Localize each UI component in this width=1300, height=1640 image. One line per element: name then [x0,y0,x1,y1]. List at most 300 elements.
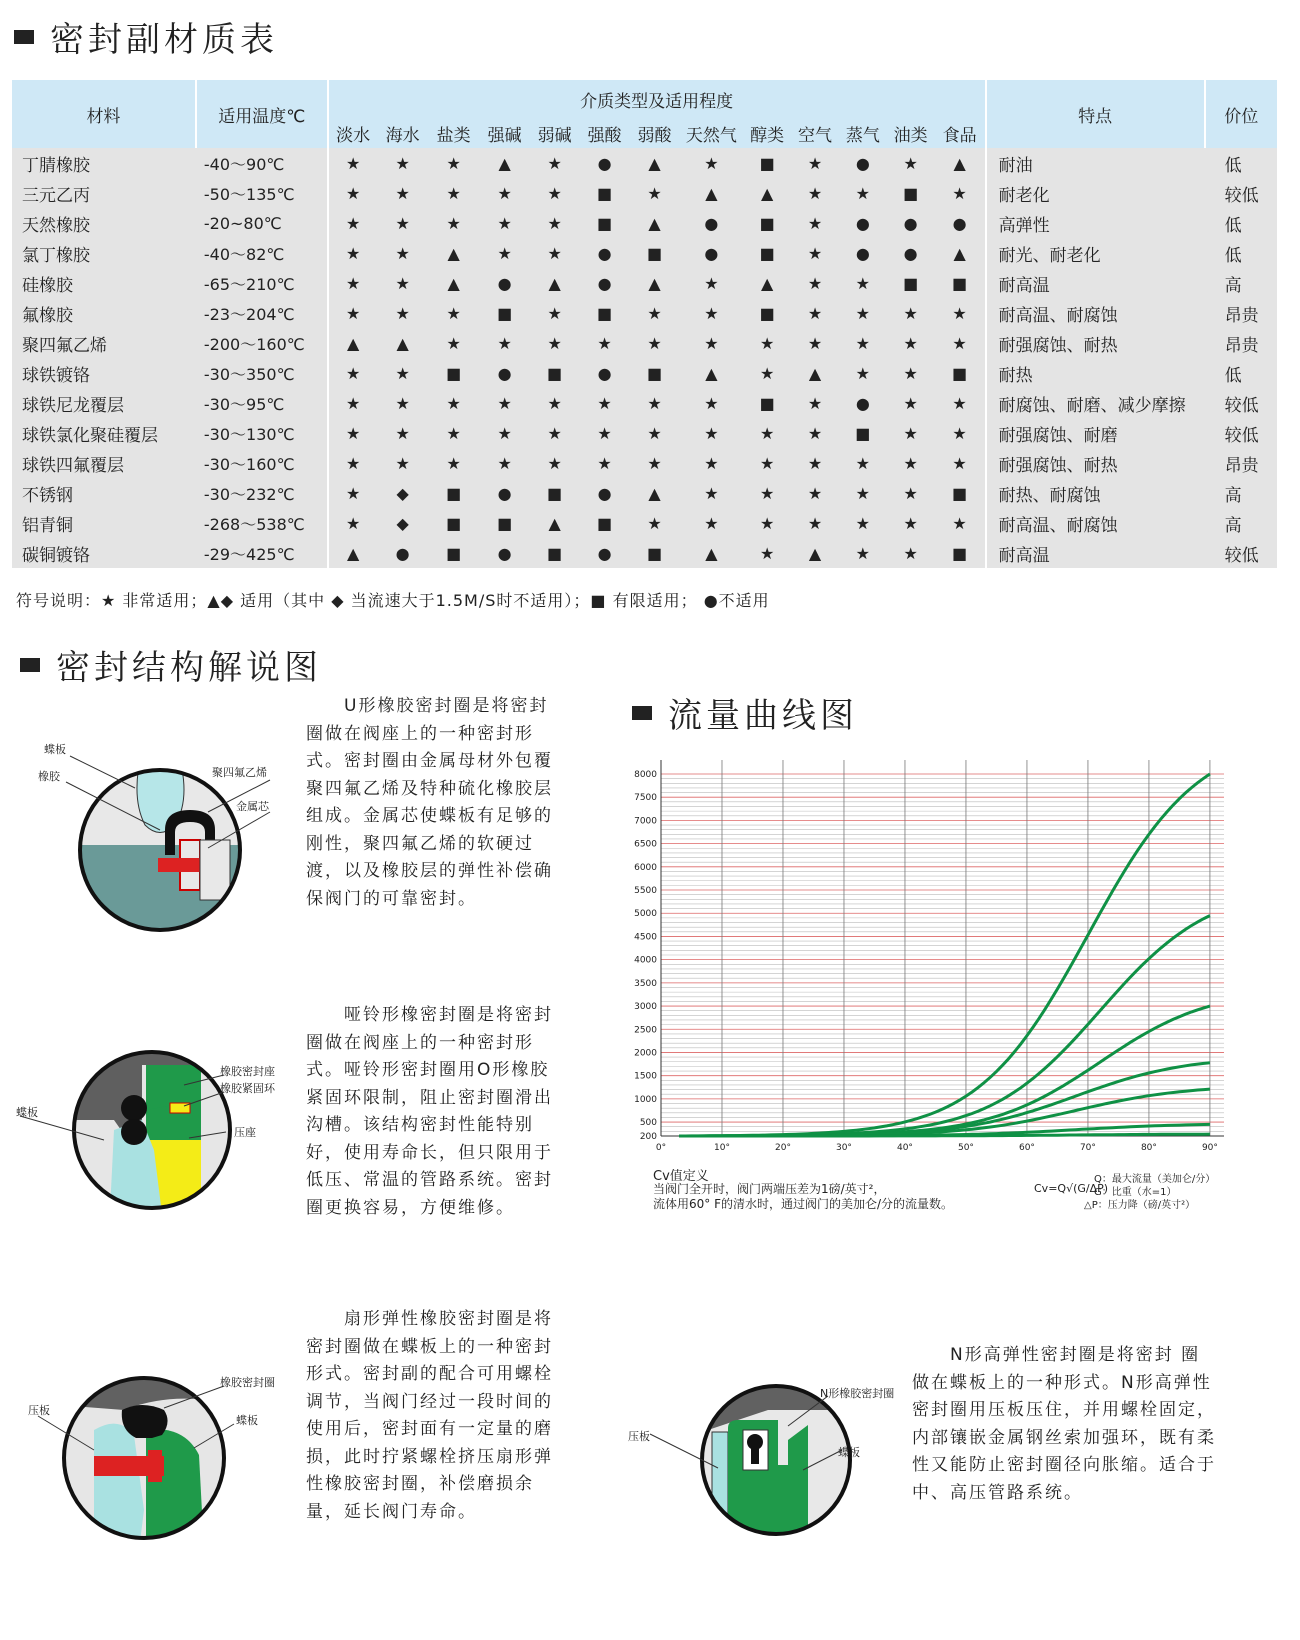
y-tick-label: 6500 [634,839,657,850]
material-temp: -30～160℃ [196,448,328,478]
material-name: 球铁镀铬 [12,358,196,388]
suitability-mark: ★ [630,388,680,418]
material-temp: -40～90℃ [196,148,328,178]
header-medium-5: 强酸 [580,118,630,148]
y-tick-label: 7500 [634,793,657,804]
suitability-mark: ■ [580,298,630,328]
material-temp: -29～425℃ [196,538,328,568]
material-price: 低 [1205,358,1277,388]
suitability-mark: ★ [378,238,428,268]
label-dumbbell-ring: 橡胶紧固环 [220,1082,275,1095]
suitability-mark: ★ [328,418,378,448]
suitability-mark: ★ [680,418,744,448]
header-medium-9: 空气 [791,118,839,148]
suitability-mark: ▲ [530,268,580,298]
suitability-mark: ★ [839,178,887,208]
suitability-mark: ★ [935,448,986,478]
suitability-mark: ● [480,538,530,568]
table-row [12,298,1277,328]
table-row [12,178,1277,208]
material-price: 较低 [1205,538,1277,568]
suitability-mark: ★ [480,238,530,268]
material-name: 氯丁橡胶 [12,238,196,268]
material-feature: 耐强腐蚀、耐热 [986,328,1205,358]
x-tick-label: 40° [896,1143,913,1153]
structure-section-title [20,640,322,689]
suitability-mark: ★ [791,268,839,298]
suitability-mark: ★ [887,538,935,568]
material-name: 铝青铜 [12,508,196,538]
header-medium-8: 醇类 [743,118,791,148]
cv-line-2: 流体用60° F的清水时，通过阀门的美加仑/分的流量数。 [653,1197,954,1211]
x-tick-label: 0° [655,1143,667,1153]
cv-formula: Cv=Q√(G/ΔP) [1034,1182,1109,1195]
suitability-mark: ★ [839,358,887,388]
suitability-mark: ★ [935,328,986,358]
y-tick-label: 3000 [634,1002,657,1013]
suitability-mark: ■ [428,538,480,568]
suitability-mark: ▲ [680,178,744,208]
suitability-mark: ★ [328,298,378,328]
material-name: 丁腈橡胶 [12,148,196,178]
material-feature: 耐高温 [986,538,1205,568]
material-price: 高 [1205,268,1277,298]
suitability-mark: ★ [887,358,935,388]
table-row [12,388,1277,418]
suitability-mark: ★ [580,418,630,448]
suitability-mark: ★ [791,178,839,208]
material-feature: 耐高温、耐腐蚀 [986,508,1205,538]
suitability-mark: ● [378,538,428,568]
header-features: 特点 [986,80,1205,148]
material-name: 球铁尼龙覆层 [12,388,196,418]
suitability-mark: ★ [680,508,744,538]
suitability-mark: ■ [887,178,935,208]
suitability-mark: ▲ [530,508,580,538]
suitability-mark: ▲ [935,238,986,268]
title-marker-icon [20,658,40,672]
suitability-mark: ● [480,358,530,388]
header-medium-11: 油类 [887,118,935,148]
suitability-mark: ★ [791,328,839,358]
suitability-mark: ★ [530,328,580,358]
y-tick-label: 5000 [634,909,657,920]
material-name: 硅橡胶 [12,268,196,298]
title-marker-icon [632,706,652,720]
material-feature: 耐热 [986,358,1205,388]
suitability-mark: ★ [328,148,378,178]
suitability-mark: ★ [680,388,744,418]
suitability-mark: ★ [630,178,680,208]
suitability-mark: ★ [680,478,744,508]
suitability-mark: ★ [743,508,791,538]
table-row [12,328,1277,358]
x-tick-label: 90° [1201,1143,1218,1153]
material-price: 低 [1205,208,1277,238]
material-price: 低 [1205,148,1277,178]
suitability-mark: ★ [378,418,428,448]
material-feature: 耐高温 [986,268,1205,298]
suitability-mark: ■ [580,178,630,208]
suitability-mark: ■ [580,508,630,538]
header-price: 价位 [1205,80,1277,148]
suitability-mark: ◆ [378,478,428,508]
label-n-ring: N形橡胶密封圈 [820,1387,895,1400]
label-fan-plate: 压板 [28,1404,50,1417]
suitability-mark: ★ [530,208,580,238]
material-temp: -30～232℃ [196,478,328,508]
suitability-mark: ■ [935,358,986,388]
label-n-disc: 蝶板 [838,1446,860,1459]
suitability-mark: ■ [743,298,791,328]
label-dumbbell-press: 压座 [234,1126,256,1139]
label-u-core: 金属芯 [236,800,269,813]
material-temp: -30～95℃ [196,388,328,418]
material-table [12,80,1277,568]
suitability-mark: ★ [428,178,480,208]
material-temp: -30～130℃ [196,418,328,448]
header-medium-12: 食品 [935,118,986,148]
suitability-mark: ■ [630,358,680,388]
x-tick-label: 70° [1079,1143,1096,1153]
suitability-mark: ★ [328,388,378,418]
suitability-mark: ★ [839,478,887,508]
suitability-mark: ★ [530,148,580,178]
material-feature: 耐光、耐老化 [986,238,1205,268]
suitability-mark: ★ [839,448,887,478]
suitability-mark: ● [680,238,744,268]
y-tick-label: 500 [639,1118,657,1129]
suitability-mark: ★ [887,508,935,538]
suitability-mark: ★ [839,328,887,358]
flow-section-title [632,688,858,737]
suitability-mark: ★ [887,478,935,508]
y-tick-label: 1000 [634,1094,657,1105]
material-feature: 高弹性 [986,208,1205,238]
suitability-mark: ■ [630,238,680,268]
suitability-mark: ★ [480,178,530,208]
suitability-mark: ★ [428,208,480,238]
suitability-mark: ▲ [378,328,428,358]
suitability-mark: ★ [328,448,378,478]
material-price: 昂贵 [1205,448,1277,478]
suitability-mark: ■ [480,298,530,328]
suitability-mark: ★ [530,178,580,208]
suitability-mark: ★ [630,508,680,538]
suitability-mark: ★ [887,448,935,478]
material-price: 昂贵 [1205,328,1277,358]
material-name: 球铁四氟覆层 [12,448,196,478]
material-name: 氟橡胶 [12,298,196,328]
flow-title-text: 流量曲线图 [668,696,858,736]
table-row [12,358,1277,388]
suitability-mark: ★ [680,298,744,328]
suitability-mark: ★ [530,388,580,418]
suitability-mark: ★ [328,208,378,238]
suitability-mark: ★ [887,388,935,418]
header-material: 材料 [12,80,196,148]
label-fan-disc: 蝶板 [236,1414,258,1427]
suitability-mark: ★ [428,298,480,328]
suitability-mark: ◆ [378,508,428,538]
material-name: 不锈钢 [12,478,196,508]
suitability-mark: ★ [630,328,680,358]
material-feature: 耐腐蚀、耐磨、减少摩擦 [986,388,1205,418]
title-marker-icon [14,30,34,44]
suitability-mark: ★ [480,208,530,238]
suitability-mark: ★ [791,298,839,328]
suitability-mark: ★ [743,448,791,478]
suitability-mark: ■ [428,478,480,508]
suitability-mark: ■ [935,478,986,508]
x-tick-label: 50° [957,1143,974,1153]
label-u-disc: 蝶板 [44,743,66,756]
suitability-mark: ● [839,238,887,268]
suitability-mark: ● [580,358,630,388]
material-price: 低 [1205,238,1277,268]
cv-var-g: G：比重（水=1） [1094,1187,1177,1198]
suitability-mark: ★ [530,298,580,328]
material-temp: -40～82℃ [196,238,328,268]
suitability-mark: ★ [680,448,744,478]
header-medium-10: 蒸气 [839,118,887,148]
suitability-mark: ▲ [743,268,791,298]
x-tick-label: 80° [1140,1143,1157,1153]
header-medium-1: 海水 [378,118,428,148]
suitability-mark: ★ [378,148,428,178]
suitability-mark: ★ [839,538,887,568]
material-price: 较低 [1205,418,1277,448]
suitability-mark: ● [580,268,630,298]
suitability-mark: ■ [743,208,791,238]
suitability-mark: ★ [328,268,378,298]
suitability-mark: ★ [743,358,791,388]
suitability-mark: ★ [680,328,744,358]
suitability-mark: ■ [580,208,630,238]
suitability-mark: ★ [791,388,839,418]
material-temp: -30～350℃ [196,358,328,388]
suitability-mark: ★ [887,328,935,358]
suitability-mark: ■ [887,268,935,298]
suitability-mark: ▲ [630,268,680,298]
material-name: 聚四氟乙烯 [12,328,196,358]
label-u-rubber: 橡胶 [38,770,60,783]
suitability-mark: ★ [743,418,791,448]
material-feature: 耐强腐蚀、耐磨 [986,418,1205,448]
symbol-legend: 符号说明：★ 非常适用；▲◆ 适用（其中 ◆ 当流速大于1.5M/S时不适用）；■ 有限适用； ●不适用 [16,591,770,610]
y-tick-label: 1500 [634,1071,657,1082]
suitability-mark: ★ [887,418,935,448]
suitability-mark: ● [887,208,935,238]
material-feature: 耐强腐蚀、耐热 [986,448,1205,478]
suitability-mark: ★ [378,178,428,208]
suitability-mark: ● [680,208,744,238]
structure-title-text: 密封结构解说图 [56,648,322,688]
suitability-mark: ■ [839,418,887,448]
label-n-plate: 压板 [628,1430,650,1443]
suitability-mark: ▲ [680,538,744,568]
flow-curve [679,916,1210,1136]
suitability-mark: ★ [680,268,744,298]
suitability-mark: ★ [935,298,986,328]
header-medium-7: 天然气 [680,118,744,148]
material-temp: -50～135℃ [196,178,328,208]
suitability-mark: ● [839,148,887,178]
suitability-mark: ● [580,238,630,268]
y-tick-label: 7000 [634,816,657,827]
suitability-mark: ★ [791,478,839,508]
suitability-mark: ★ [378,388,428,418]
y-tick-label: 8000 [634,770,657,780]
material-price: 昂贵 [1205,298,1277,328]
suitability-mark: ★ [743,538,791,568]
suitability-mark: ● [887,238,935,268]
suitability-mark: ▲ [630,208,680,238]
y-tick-label: 2500 [634,1025,657,1036]
suitability-mark: ▲ [480,148,530,178]
material-price: 高 [1205,478,1277,508]
suitability-mark: ★ [378,448,428,478]
suitability-mark: ★ [791,418,839,448]
table-row [12,238,1277,268]
suitability-mark: ● [580,478,630,508]
suitability-mark: ■ [743,148,791,178]
material-title-text: 密封副材质表 [50,20,278,60]
suitability-mark: ★ [328,358,378,388]
material-temp: -23～204℃ [196,298,328,328]
material-temp: -65～210℃ [196,268,328,298]
suitability-mark: ★ [935,388,986,418]
table-row [12,448,1277,478]
suitability-mark: ★ [839,268,887,298]
header-temp: 适用温度℃ [196,80,328,148]
material-name: 碳铜镀铬 [12,538,196,568]
suitability-mark: ■ [743,388,791,418]
x-tick-label: 60° [1018,1143,1035,1153]
suitability-mark: ● [480,478,530,508]
suitability-mark: ★ [630,418,680,448]
label-dumbbell-seat: 橡胶密封座 [220,1065,275,1078]
suitability-mark: ★ [480,418,530,448]
suitability-mark: ★ [378,268,428,298]
suitability-mark: ★ [428,148,480,178]
suitability-mark: ★ [480,448,530,478]
suitability-mark: ★ [580,448,630,478]
suitability-mark: ▲ [328,538,378,568]
header-medium-6: 弱酸 [630,118,680,148]
suitability-mark: ★ [743,478,791,508]
suitability-mark: ★ [328,478,378,508]
cv-title: Cv值定义 [653,1169,709,1184]
cv-var-q: Q：最大流量（美加仑/分） [1094,1174,1216,1185]
y-tick-label: 200 [639,1132,657,1142]
suitability-mark: ★ [630,448,680,478]
suitability-mark: ★ [378,208,428,238]
suitability-mark: ★ [839,298,887,328]
material-temp: -200～160℃ [196,328,328,358]
dumbbell-seal-description: 哑铃形橡密封圈是将密封圈做在阀座上的一种密封形式。哑铃形密封圈用O形橡胶紧固环限制，阻止密封圈滑出沟槽。该结构密封性能特别好，使用寿命长，但只限用于低压、常温的管路系统。密封圈更换容易，方便维修。 [306,1005,553,1218]
suitability-mark: ★ [743,328,791,358]
material-name: 天然橡胶 [12,208,196,238]
material-name: 三元乙丙 [12,178,196,208]
suitability-mark: ★ [791,208,839,238]
header-medium-0: 淡水 [328,118,378,148]
suitability-mark: ● [480,268,530,298]
suitability-mark: ■ [428,358,480,388]
suitability-mark: ★ [480,328,530,358]
suitability-mark: ★ [791,148,839,178]
suitability-mark: ● [935,208,986,238]
material-feature: 耐老化 [986,178,1205,208]
suitability-mark: ▲ [791,538,839,568]
suitability-mark: ■ [743,238,791,268]
material-temp: -20~80℃ [196,208,328,238]
x-tick-label: 10° [714,1143,730,1153]
suitability-mark: ★ [791,448,839,478]
material-price: 高 [1205,508,1277,538]
suitability-mark: ★ [680,148,744,178]
suitability-mark: ★ [791,508,839,538]
n-seal-description: N形高弹性密封圈是将密封 圈做在蝶板上的一种形式。N形高弹性密封圈用压板压住，并用螺栓固定，内部镶嵌金属钢丝索加强环，既有柔性又能防止密封圈径向胀缩。适合于中、高压管路系统。 [912,1345,1216,1503]
material-price: 较低 [1205,388,1277,418]
suitability-mark: ● [580,538,630,568]
suitability-mark: ▲ [743,178,791,208]
suitability-mark: ★ [935,178,986,208]
suitability-mark: ★ [580,388,630,418]
y-tick-label: 5500 [634,886,657,897]
suitability-mark: ▲ [680,358,744,388]
suitability-mark: ★ [935,508,986,538]
suitability-mark: ★ [328,238,378,268]
header-medium-2: 盐类 [428,118,480,148]
table-row [12,508,1277,538]
suitability-mark: ★ [530,418,580,448]
header-medium-group: 介质类型及适用程度 [328,80,986,118]
suitability-mark: ★ [530,238,580,268]
label-u-ptfe: 聚四氟乙烯 [212,766,267,779]
table-row [12,418,1277,448]
x-tick-label: 20° [775,1143,791,1153]
x-tick-label: 30° [835,1143,852,1153]
y-tick-label: 3500 [634,978,657,989]
header-medium-3: 强碱 [480,118,530,148]
suitability-mark: ★ [630,298,680,328]
table-row [12,268,1277,298]
table-row [12,478,1277,508]
cv-var-dp: △P：压力降（磅/英寸²） [1084,1200,1196,1211]
suitability-mark: ★ [428,418,480,448]
suitability-mark: ● [839,208,887,238]
suitability-mark: ★ [580,328,630,358]
header-medium-4: 弱碱 [530,118,580,148]
suitability-mark: ▲ [630,148,680,178]
suitability-mark: ■ [935,538,986,568]
material-temp: -268～538℃ [196,508,328,538]
cv-line-1: 当阀门全开时，阀门两端压差为1磅/英寸²， [653,1182,886,1196]
flow-curve-chart [624,750,1236,1165]
label-dumbbell-disc: 蝶板 [16,1106,38,1119]
suitability-mark: ■ [530,478,580,508]
suitability-mark: ★ [428,388,480,418]
suitability-mark: ● [580,148,630,178]
suitability-mark: ▲ [791,358,839,388]
label-fan-ring: 橡胶密封圈 [220,1376,275,1389]
suitability-mark: ★ [328,178,378,208]
material-feature: 耐热、耐腐蚀 [986,478,1205,508]
suitability-mark: ▲ [935,148,986,178]
y-tick-label: 2000 [634,1048,657,1059]
suitability-mark: ★ [887,298,935,328]
